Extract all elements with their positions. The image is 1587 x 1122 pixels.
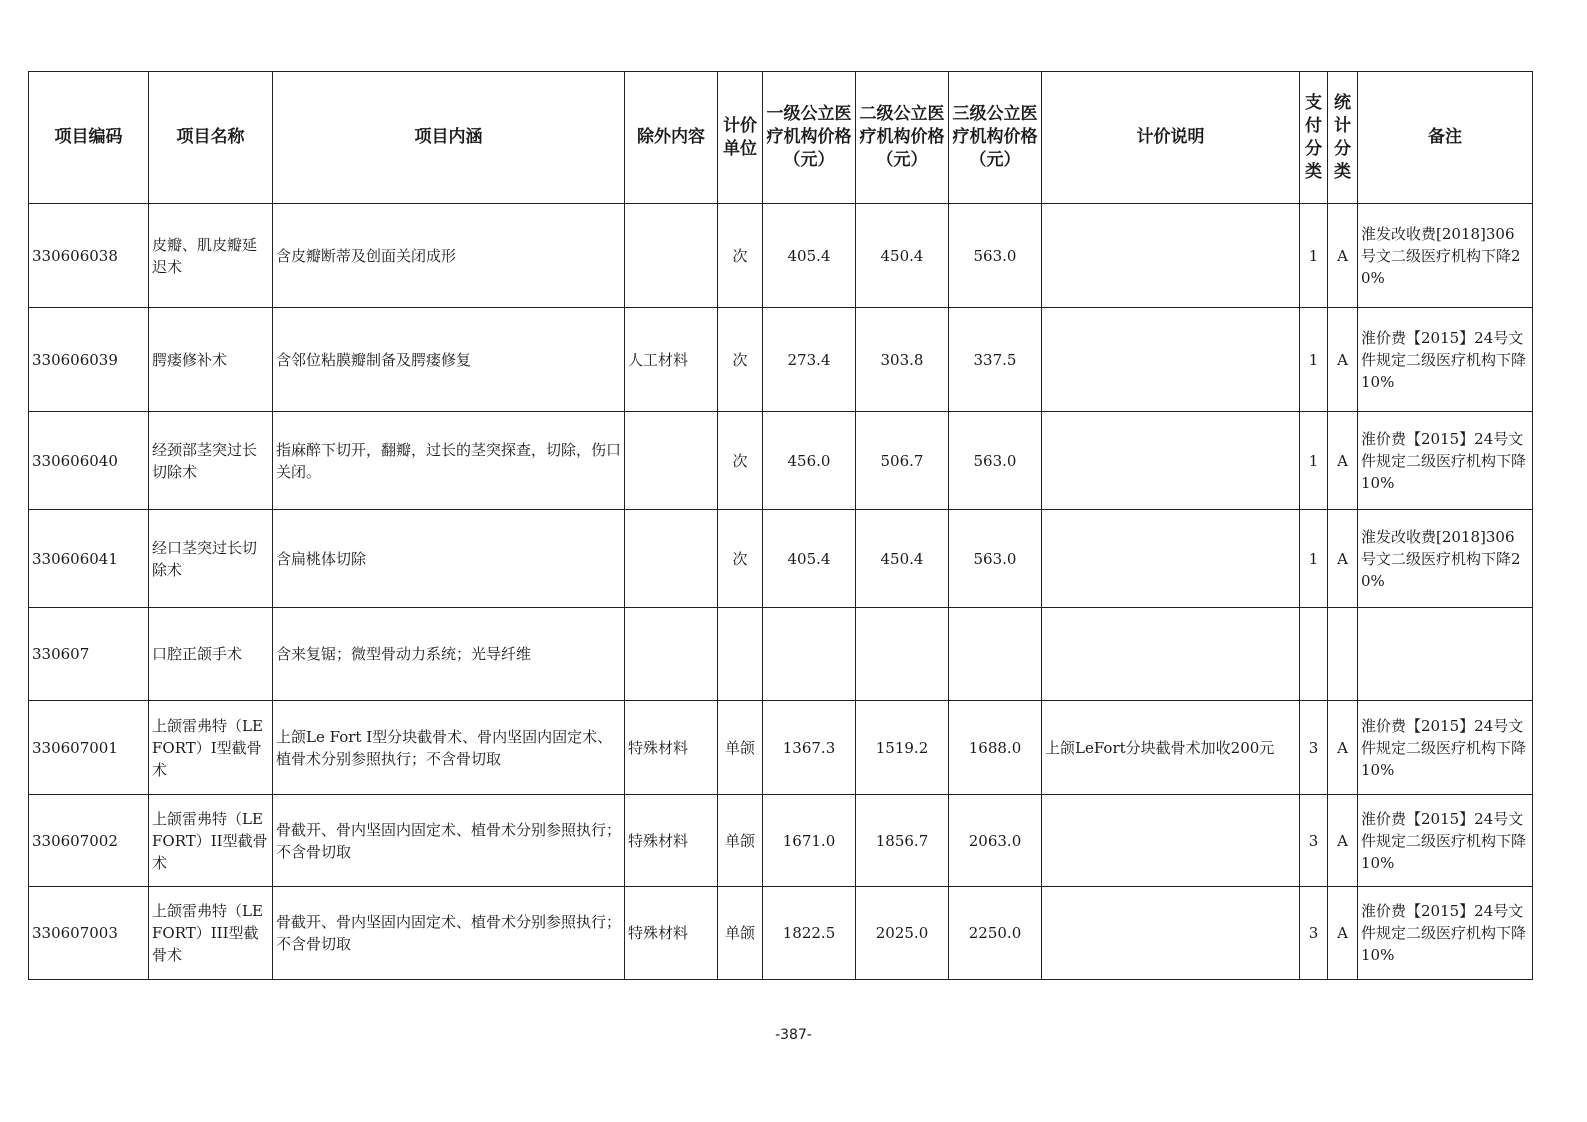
cell-content: 上颌Le Fort I型分块截骨术、骨内坚固内固定术、植骨术分别参照执行；不含骨切取 — [273, 701, 625, 795]
header-pay: 支付分类 — [1300, 72, 1328, 204]
cell-excluded — [625, 608, 718, 701]
cell-content: 含扁桃体切除 — [273, 510, 625, 608]
cell-name: 经口茎突过长切除术 — [149, 510, 273, 608]
cell-name: 上颌雷弗特（LEFORT）II型截骨术 — [149, 795, 273, 887]
header-excluded: 除外内容 — [625, 72, 718, 204]
cell-stat: A — [1328, 308, 1358, 412]
cell-price3: 2250.0 — [949, 887, 1042, 980]
cell-name: 上颌雷弗特（LEFORT）I型截骨术 — [149, 701, 273, 795]
cell-code: 330606038 — [29, 204, 149, 308]
header-row — [29, 72, 1533, 204]
cell-remark: 淮价费【2015】24号文件规定二级医疗机构下降10% — [1358, 412, 1533, 510]
cell-price2: 1856.7 — [856, 795, 949, 887]
cell-unit: 单颌 — [718, 887, 763, 980]
cell-code: 330606039 — [29, 308, 149, 412]
cell-price3: 1688.0 — [949, 701, 1042, 795]
cell-pay: 1 — [1300, 204, 1328, 308]
cell-price3: 563.0 — [949, 204, 1042, 308]
cell-price3: 337.5 — [949, 308, 1042, 412]
table-row — [29, 795, 1533, 887]
cell-price3: 2063.0 — [949, 795, 1042, 887]
cell-remark: 淮价费【2015】24号文件规定二级医疗机构下降10% — [1358, 887, 1533, 980]
cell-pay: 3 — [1300, 887, 1328, 980]
price-table — [28, 71, 1533, 980]
cell-note — [1042, 308, 1300, 412]
header-note: 计价说明 — [1042, 72, 1300, 204]
cell-excluded: 人工材料 — [625, 308, 718, 412]
cell-stat: A — [1328, 887, 1358, 980]
cell-price1: 405.4 — [763, 204, 856, 308]
cell-stat: A — [1328, 795, 1358, 887]
header-price3: 三级公立医疗机构价格（元） — [949, 72, 1042, 204]
cell-content: 骨截开、骨内坚固内固定术、植骨术分别参照执行；不含骨切取 — [273, 795, 625, 887]
cell-remark: 淮发改收费[2018]306号文二级医疗机构下降20% — [1358, 204, 1533, 308]
cell-excluded — [625, 510, 718, 608]
cell-stat: A — [1328, 412, 1358, 510]
cell-stat: A — [1328, 510, 1358, 608]
cell-price2: 1519.2 — [856, 701, 949, 795]
cell-remark — [1358, 608, 1533, 701]
cell-unit: 次 — [718, 204, 763, 308]
cell-code: 330606040 — [29, 412, 149, 510]
header-stat: 统计分类 — [1328, 72, 1358, 204]
header-price1: 一级公立医疗机构价格（元） — [763, 72, 856, 204]
cell-code: 330607003 — [29, 887, 149, 980]
header-remark: 备注 — [1358, 72, 1533, 204]
cell-remark: 淮价费【2015】24号文件规定二级医疗机构下降10% — [1358, 795, 1533, 887]
cell-stat — [1328, 608, 1358, 701]
table-row — [29, 608, 1533, 701]
cell-excluded — [625, 204, 718, 308]
cell-price1 — [763, 608, 856, 701]
cell-excluded: 特殊材料 — [625, 795, 718, 887]
cell-price2: 450.4 — [856, 510, 949, 608]
table-row — [29, 412, 1533, 510]
cell-price2: 2025.0 — [856, 887, 949, 980]
cell-note — [1042, 795, 1300, 887]
cell-code: 330607002 — [29, 795, 149, 887]
cell-name: 皮瓣、肌皮瓣延迟术 — [149, 204, 273, 308]
cell-price3: 563.0 — [949, 412, 1042, 510]
cell-content: 指麻醉下切开，翻瓣，过长的茎突探查，切除，伤口关闭。 — [273, 412, 625, 510]
cell-remark: 淮价费【2015】24号文件规定二级医疗机构下降10% — [1358, 701, 1533, 795]
table-row — [29, 887, 1533, 980]
cell-code: 330607 — [29, 608, 149, 701]
cell-unit: 次 — [718, 308, 763, 412]
cell-pay: 1 — [1300, 308, 1328, 412]
cell-price2 — [856, 608, 949, 701]
cell-excluded — [625, 412, 718, 510]
cell-remark: 淮价费【2015】24号文件规定二级医疗机构下降10% — [1358, 308, 1533, 412]
cell-price1: 405.4 — [763, 510, 856, 608]
cell-pay: 3 — [1300, 701, 1328, 795]
cell-unit: 次 — [718, 510, 763, 608]
cell-remark: 淮发改收费[2018]306号文二级医疗机构下降20% — [1358, 510, 1533, 608]
cell-excluded: 特殊材料 — [625, 701, 718, 795]
cell-price1: 1822.5 — [763, 887, 856, 980]
cell-pay — [1300, 608, 1328, 701]
table-row — [29, 510, 1533, 608]
cell-price2: 506.7 — [856, 412, 949, 510]
cell-code: 330606041 — [29, 510, 149, 608]
cell-content: 含来复锯；微型骨动力系统；光导纤维 — [273, 608, 625, 701]
cell-note — [1042, 510, 1300, 608]
cell-price1: 1671.0 — [763, 795, 856, 887]
cell-stat: A — [1328, 204, 1358, 308]
header-price2: 二级公立医疗机构价格（元） — [856, 72, 949, 204]
cell-price3: 563.0 — [949, 510, 1042, 608]
cell-pay: 1 — [1300, 412, 1328, 510]
header-content: 项目内涵 — [273, 72, 625, 204]
cell-unit: 单颌 — [718, 701, 763, 795]
table-row — [29, 701, 1533, 795]
cell-note — [1042, 412, 1300, 510]
cell-unit: 次 — [718, 412, 763, 510]
cell-content: 骨截开、骨内坚固内固定术、植骨术分别参照执行；不含骨切取 — [273, 887, 625, 980]
cell-stat: A — [1328, 701, 1358, 795]
cell-content: 含皮瓣断蒂及创面关闭成形 — [273, 204, 625, 308]
table-row — [29, 204, 1533, 308]
cell-price3 — [949, 608, 1042, 701]
table-row — [29, 308, 1533, 412]
header-unit: 计价单位 — [718, 72, 763, 204]
cell-name: 腭瘘修补术 — [149, 308, 273, 412]
header-name: 项目名称 — [149, 72, 273, 204]
cell-price1: 456.0 — [763, 412, 856, 510]
cell-price1: 1367.3 — [763, 701, 856, 795]
cell-name: 口腔正颌手术 — [149, 608, 273, 701]
cell-price2: 303.8 — [856, 308, 949, 412]
cell-price1: 273.4 — [763, 308, 856, 412]
header-code: 项目编码 — [29, 72, 149, 204]
page-number: -387- — [775, 1027, 812, 1043]
cell-excluded: 特殊材料 — [625, 887, 718, 980]
cell-name: 上颌雷弗特（LEFORT）III型截骨术 — [149, 887, 273, 980]
cell-name: 经颈部茎突过长切除术 — [149, 412, 273, 510]
cell-note: 上颌LeFort分块截骨术加收200元 — [1042, 701, 1300, 795]
cell-content: 含邻位粘膜瓣制备及腭瘘修复 — [273, 308, 625, 412]
cell-note — [1042, 204, 1300, 308]
cell-unit — [718, 608, 763, 701]
cell-note — [1042, 887, 1300, 980]
cell-pay: 3 — [1300, 795, 1328, 887]
cell-code: 330607001 — [29, 701, 149, 795]
cell-price2: 450.4 — [856, 204, 949, 308]
cell-note — [1042, 608, 1300, 701]
cell-pay: 1 — [1300, 510, 1328, 608]
cell-unit: 单颌 — [718, 795, 763, 887]
